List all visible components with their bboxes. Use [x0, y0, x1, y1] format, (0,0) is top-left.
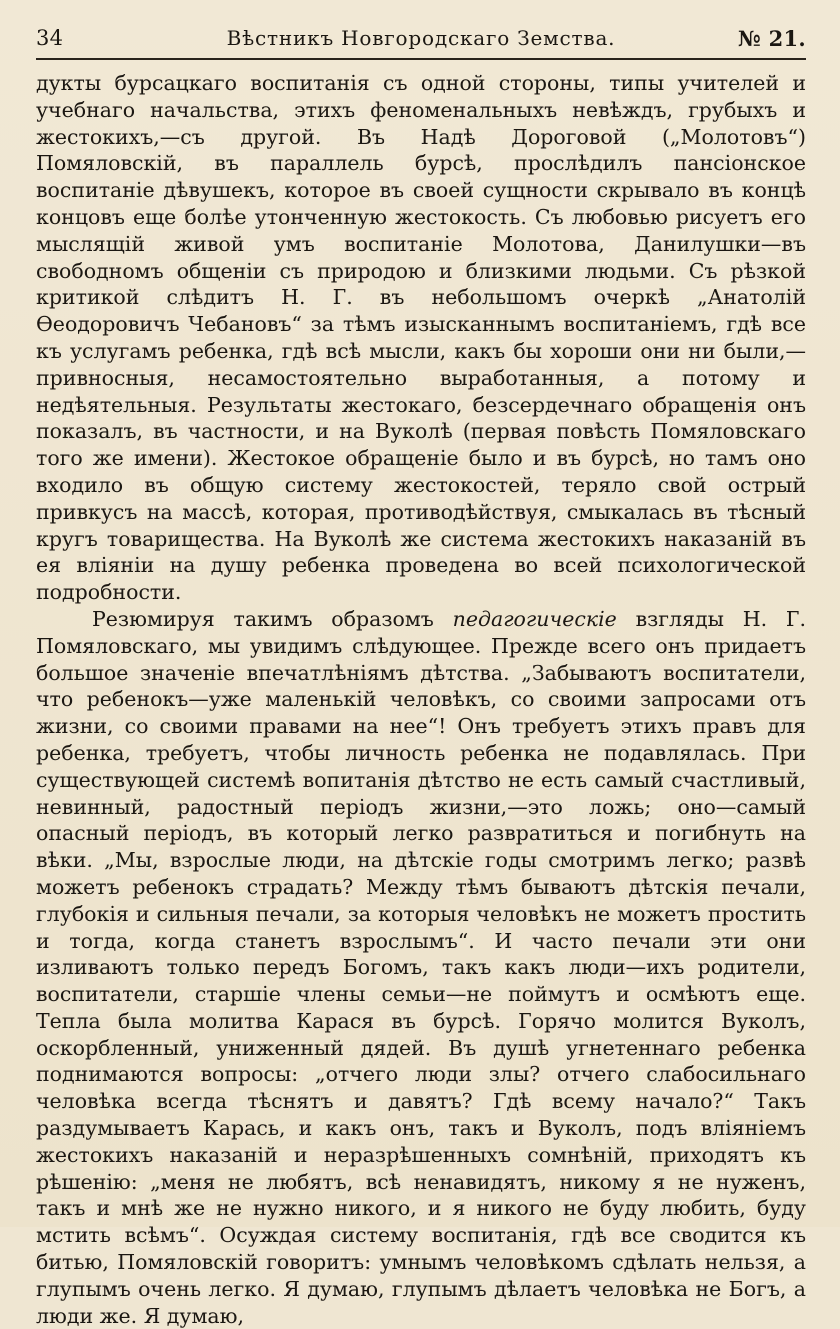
page-number: 34 [36, 26, 64, 50]
paragraph-2-emphasis: педагогическіе [452, 606, 617, 631]
paragraph-1-text: дукты бурсацкаго воспитанія съ одной стороны, типы учителей и учебнаго начальства, этихъ феноменальныхъ невѣждъ, грубыхъ и жестокихъ,—съ другой. Въ Надѣ Дороговой („Молотовъ“) Помяловскій, въ параллель бурсѣ, прослѣдилъ пансіонское воспитаніе дѣвушекъ, которое въ своей сущности скрывало въ концѣ концовъ еще болѣе утонченную жестокость. Съ любовью рисуетъ его мыслящій живой умъ воспитаніе Молотова, Данилушки—въ свободномъ общеніи съ природою и близкими людьми. Съ рѣзкой критикой слѣдитъ Н. Г. въ небольшомъ очеркѣ „Анатолій Ѳеодоровичъ Чебановъ“ за тѣмъ изысканнымъ воспитаніемъ, гдѣ все къ услугамъ ребенка, гдѣ всѣ мысли, какъ бы хороши они ни были,—привносныя, несамостоятельно выработанныя, а потому и недѣятельныя. Результаты жестокаго, безсердечнаго обращенія онъ показалъ, въ частности, и на Вуколѣ (первая повѣсть Помяловскаго того же имени). Жестокое обращеніе было и въ бурсѣ, но тамъ оно входило въ общую систему жестокостей, теряло свой острый привкусъ на массѣ, которая, противодѣйствуя, смыкалась въ тѣсный кругъ товарищества. На Вуколѣ же система жестокихъ наказаній въ ея вліяніи на душу ребенка проведена во всей психологической подробности. [36, 71, 806, 605]
header-rule [36, 58, 806, 60]
paragraph-2 [36, 606, 806, 1329]
paragraph-1 [36, 70, 806, 606]
journal-title: Вѣстникъ Новгородскаго Земства. [226, 26, 616, 50]
running-head [36, 22, 806, 58]
paragraph-2-text: взгляды Н. Г. Помяловскаго, мы увидимъ слѣдующее. Прежде всего онъ придаетъ большое значеніе впечатлѣніямъ дѣтства. „Забываютъ воспитатели, что ребенокъ—уже маленькій человѣкъ, со своими запросами отъ жизни, со своими правами на нее“! Онъ требуетъ этихъ правъ для ребенка, требуетъ, чтобы личность ребенка не подавлялась. При существующей системѣ вопитанія дѣтство не есть самый счастливый, невинный, радостный періодъ жизни,—это ложь; оно—самый опасный періодъ, въ который легко развратиться и погибнуть на вѣки. „Мы, взрослые люди, на дѣтскіе годы смотримъ легко; развѣ можетъ ребенокъ страдать? Между тѣмъ бываютъ дѣтскія печали, глубокія и сильныя печали, за которыя человѣкъ не можетъ простить и тогда, когда станетъ взрослымъ“. И часто печали эти они изливаютъ только передъ Богомъ, такъ какъ люди—ихъ родители, воспитатели, старшіе члены семьи—не поймутъ и осмѣютъ еще. Тепла была молитва Карася въ бурсѣ. Горячо молится Вуколъ, оскорбленный, униженный дядей. Въ душѣ угнетеннаго ребенка поднимаются вопросы: „отчего люди злы? отчего слабосильнаго человѣка всегда тѣснятъ и давятъ? Гдѣ всему начало?“ Такъ раздумываетъ Карась, и какъ онъ, такъ и Вуколъ, подъ вліяніемъ жестокихъ наказаній и неразрѣшенныхъ сомнѣній, приходятъ къ рѣшенію: „меня не любятъ, всѣ ненавидятъ, никому я не нуженъ, такъ и мнѣ же не нужно никого, и я никого не буду любить, буду мстить всѣмъ“. Осуждая систему воспитанія, гдѣ все сводится къ битью, Помяловскій говоритъ: умнымъ человѣкомъ сдѣлать нельзя, а глупымъ очень легко. Я думаю, глупымъ дѣлаетъ человѣка не Богъ, а люди же. Я думаю, [36, 606, 806, 1328]
issue-number: № 21. [737, 26, 806, 51]
article-body [36, 70, 806, 1329]
paragraph-2-lead: Резюмируя такимъ образомъ [92, 606, 434, 631]
